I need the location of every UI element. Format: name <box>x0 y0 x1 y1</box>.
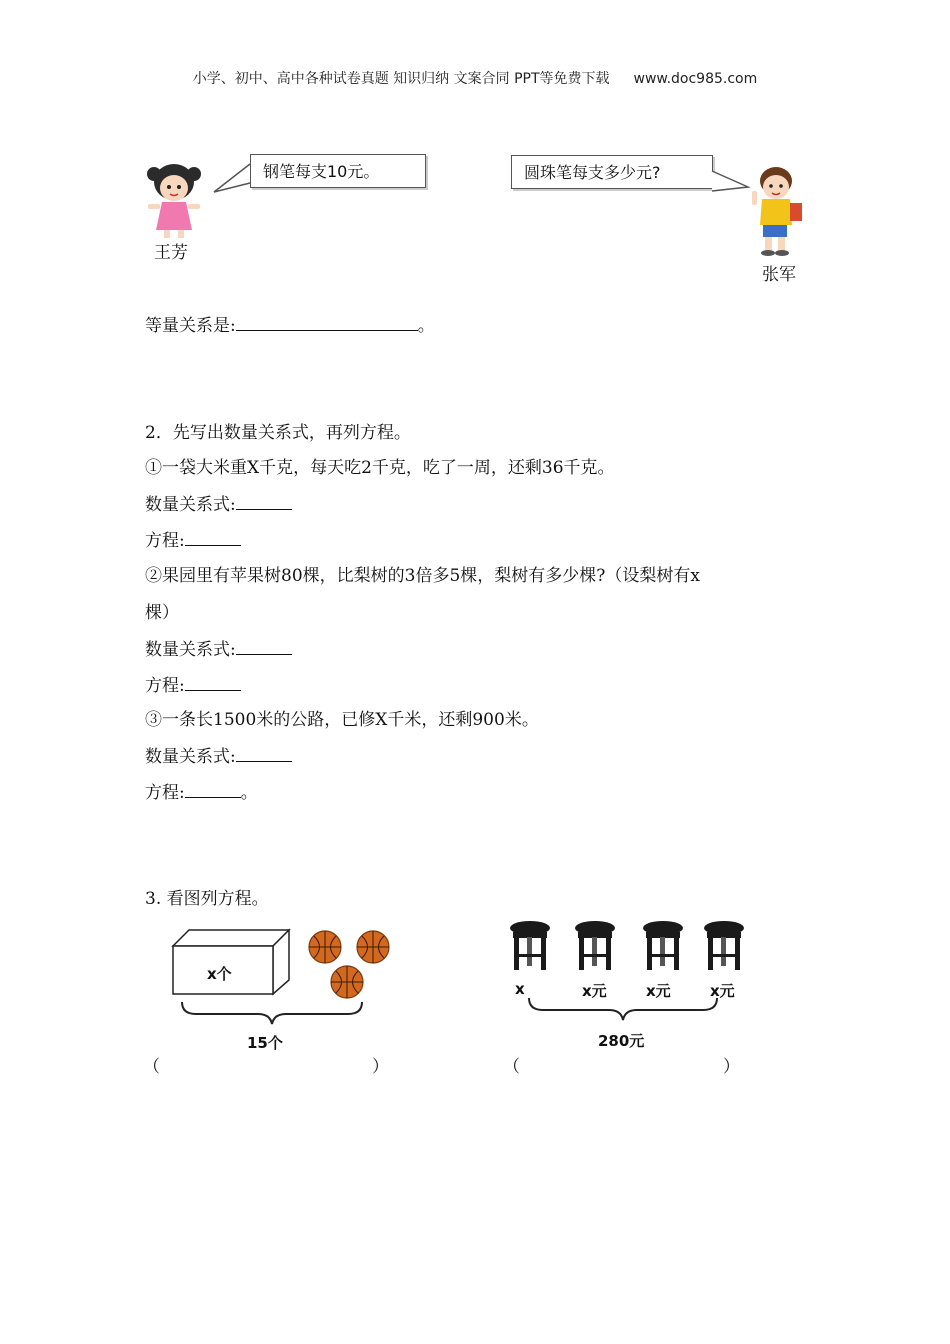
equation-blank[interactable] <box>185 674 241 691</box>
stool-label: x <box>515 980 525 998</box>
box-icon <box>172 928 297 998</box>
brace-icon <box>527 996 722 1026</box>
stool-icon <box>574 920 618 972</box>
stool-icon <box>642 920 686 972</box>
fig2-answer-close: ） <box>723 1057 740 1077</box>
equation-label: 方程: <box>145 783 185 803</box>
relation-blank[interactable] <box>236 493 292 510</box>
q2-title: 2．先写出数量关系式，再列方程。 <box>145 423 411 443</box>
stool-icon <box>703 920 747 972</box>
equation-blank[interactable] <box>185 529 241 546</box>
q2-item-1-equation <box>145 529 241 552</box>
q2-item-3-text: ③一条长1500米的公路，已修X千米，还剩900米。 <box>145 710 539 730</box>
relation-blank[interactable] <box>236 314 418 331</box>
q2-item-2-relation <box>145 638 292 661</box>
relation-end: 。 <box>417 316 435 336</box>
q2-item-1-relation <box>145 493 292 516</box>
fig2-answer-blank[interactable] <box>525 1056 720 1078</box>
basketball-icon <box>356 930 392 966</box>
left-character-name: 王芳 <box>154 243 188 263</box>
q3-title: 3. 看图列方程。 <box>145 889 269 909</box>
left-speech-bubble <box>250 154 426 188</box>
box-label: x个 <box>207 965 232 983</box>
stool-label: x元 <box>582 982 607 1000</box>
header-site: www.doc985.com <box>633 71 758 87</box>
fig1-answer-blank[interactable] <box>165 1056 365 1078</box>
equation-label: 方程: <box>145 676 185 696</box>
q2-item-2-text-cont: 棵） <box>145 603 179 623</box>
equation-blank[interactable] <box>185 781 241 798</box>
girl-illustration-icon <box>142 160 212 240</box>
q2-item-2-text: ②果园里有苹果树80棵，比梨树的3倍多5棵，梨树有多少棵?（设梨树有x <box>145 566 700 586</box>
stool-label: x元 <box>710 982 735 1000</box>
q2-item-3-relation <box>145 745 292 768</box>
fig2-answer-open: （ <box>503 1057 520 1077</box>
fig2-total: 280元 <box>598 1032 645 1050</box>
fig1-answer-close: ） <box>372 1057 389 1077</box>
right-speech-text: 圆珠笔每支多少元? <box>524 163 661 182</box>
relation-label: 数量关系式: <box>145 640 236 660</box>
brace-icon <box>180 1000 365 1030</box>
relation-blank[interactable] <box>236 638 292 655</box>
relation-line <box>145 314 435 337</box>
fig1-answer-open: （ <box>143 1057 160 1077</box>
boy-illustration-icon <box>748 163 808 263</box>
basketball-icon <box>308 930 344 966</box>
stool-label: x元 <box>646 982 671 1000</box>
q2-item-1-text: ①一袋大米重X千克，每天吃2千克，吃了一周，还剩36千克。 <box>145 458 615 478</box>
equation-label: 方程: <box>145 531 185 551</box>
relation-label: 数量关系式: <box>145 747 236 767</box>
equation-end: 。 <box>240 783 258 803</box>
q2-item-3-equation <box>145 781 258 804</box>
page-header <box>0 68 950 88</box>
stool-icon <box>509 920 553 972</box>
left-speech-text: 钢笔每支10元。 <box>263 162 380 181</box>
fig1-total: 15个 <box>247 1034 283 1052</box>
right-character-name: 张军 <box>762 265 796 285</box>
relation-label: 数量关系式: <box>145 495 236 515</box>
basketball-icon <box>330 965 366 1001</box>
relation-blank[interactable] <box>236 745 292 762</box>
q2-item-2-equation <box>145 674 241 697</box>
relation-label: 等量关系是: <box>145 316 236 336</box>
header-text: 小学、初中、高中各种试卷真题 知识归纳 文案合同 PPT等免费下载 <box>192 71 610 87</box>
right-speech-bubble <box>511 155 713 189</box>
